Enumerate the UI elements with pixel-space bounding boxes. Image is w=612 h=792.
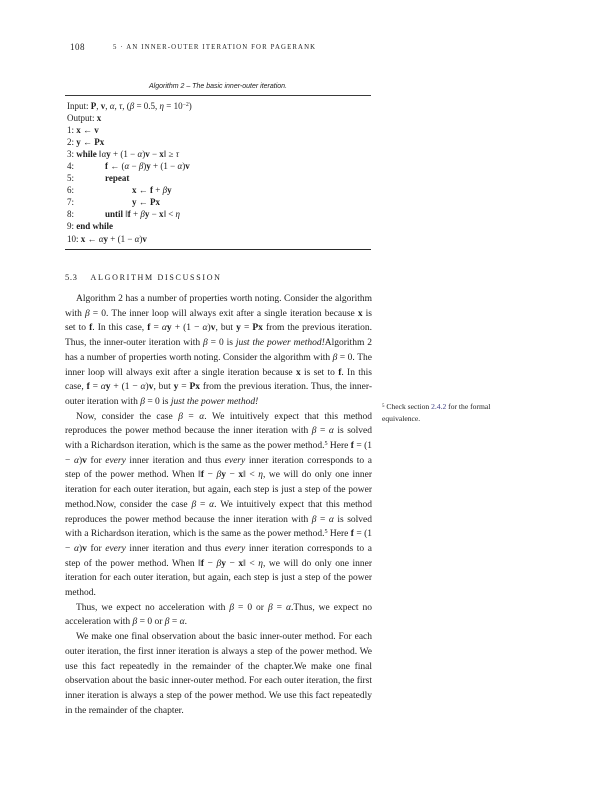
text-run: α	[109, 100, 115, 111]
text-run: Px	[252, 323, 263, 334]
text-run: inner iteration corresponds to a step of the power method. When	[65, 455, 373, 481]
text-run: + (1 −	[110, 148, 138, 159]
text-run: y	[76, 136, 81, 147]
text-run: + (1 −	[150, 160, 178, 171]
text-run: x	[357, 308, 363, 319]
algorithm-box	[65, 95, 371, 250]
text-run: =	[150, 323, 162, 334]
text-run: end while	[76, 221, 114, 232]
text-run: −2	[182, 101, 189, 108]
text-run: β	[164, 617, 170, 628]
algorithm-line-content	[67, 101, 192, 111]
text-run: , we will do only one inner iteration for each outer iteration, but again, each step is just a step of the power method.	[65, 558, 373, 599]
text-run: f	[147, 323, 151, 334]
text-run: = (1 −	[65, 441, 372, 466]
text-run: = 0 is	[144, 396, 171, 407]
text-run: α	[73, 455, 79, 466]
text-run: ,	[96, 100, 101, 111]
algorithm-line	[65, 208, 371, 220]
text-run: ‖	[99, 148, 102, 159]
text-run: η	[159, 100, 164, 111]
text-run: β	[178, 411, 183, 422]
text-run: x	[96, 112, 102, 123]
text-run: α	[73, 543, 79, 554]
text-run: We make one final observation about the basic inner-outer method. For each outer iteration, the first inner iteration is always a step of the power method. We use this fact repeatedly in the remainder of the chapter.	[65, 661, 372, 716]
text-run: =	[196, 499, 210, 510]
text-run: =	[89, 382, 101, 393]
text-run: We make one final observation about the basic inner-outer method. For each outer iteration, the first inner iteration is always a step of the power method. We use this fact repeatedly in the remainder of the chapter.	[65, 632, 372, 672]
paragraph	[65, 292, 372, 410]
text-run: ←	[80, 136, 95, 147]
text-run: v	[142, 233, 147, 244]
text-run: τ	[118, 100, 123, 111]
text-run: Thus, we expect no acceleration with	[76, 602, 230, 613]
section-heading	[65, 272, 385, 282]
body-text	[65, 292, 372, 718]
text-run: is solved with a Richardson iteration, which is the same as the power method.	[65, 426, 373, 452]
text-run: v	[210, 323, 216, 334]
text-run: ‖	[198, 470, 201, 481]
text-run: + (1 −	[171, 323, 203, 334]
text-run: ←	[80, 124, 95, 135]
text-run: =	[178, 382, 190, 393]
text-run: Output:	[67, 112, 97, 123]
text-run: ,	[105, 100, 110, 111]
text-run: =	[272, 602, 286, 613]
text-run: , but	[215, 323, 237, 334]
text-run: Input:	[67, 100, 91, 111]
text-run: α	[202, 323, 208, 334]
text-run: ‖ <	[163, 209, 176, 220]
text-run: Px	[189, 382, 201, 393]
text-run: α	[100, 382, 106, 393]
text-run: . We intuitively expect that this method reproduces the power method because the inner iteration with	[65, 411, 373, 437]
text-run: f	[200, 470, 205, 481]
algorithm-line	[65, 148, 371, 160]
text-run: for the formal equivalence.	[382, 402, 491, 424]
algorithm-line-number: 6:	[67, 185, 75, 196]
text-run: α	[209, 499, 215, 510]
text-run: 5	[324, 529, 328, 536]
text-run: x	[158, 209, 164, 220]
text-run: for	[86, 455, 106, 466]
text-run: Here	[327, 529, 351, 540]
text-run: = 0.5,	[134, 100, 160, 111]
paragraph	[65, 410, 372, 601]
text-run: ←	[136, 185, 150, 196]
text-run: y	[167, 185, 172, 196]
text-run: .	[290, 602, 294, 613]
text-run: =	[169, 617, 180, 628]
text-run: ‖	[198, 558, 201, 569]
text-run: β	[162, 185, 168, 196]
text-run: )	[139, 233, 143, 244]
text-run: Now, consider the case	[95, 499, 192, 510]
text-run: f	[150, 185, 153, 196]
text-run: from the previous iteration. Thus, the inner-outer iteration with	[65, 382, 373, 407]
text-run: = 0. The inner loop will always exit after a single iteration because	[65, 352, 372, 378]
text-run: Here	[327, 441, 351, 452]
text-run: y	[236, 323, 241, 334]
text-run: y	[221, 470, 226, 481]
text-run: β	[229, 602, 235, 613]
text-run: x	[159, 148, 164, 159]
text-run: α	[285, 602, 291, 613]
text-run: f	[89, 323, 93, 334]
text-run: ‖ ≥	[163, 148, 176, 159]
section-title: ALGORITHM DISCUSSION	[90, 273, 222, 282]
text-run: β	[129, 100, 135, 111]
algorithm-line	[65, 184, 371, 196]
text-run: every	[105, 455, 126, 466]
algorithm-line-content	[76, 221, 113, 231]
text-run: y	[173, 382, 179, 393]
algorithm-line-content	[67, 113, 101, 123]
text-run: P	[90, 100, 97, 111]
text-run: v	[94, 124, 99, 135]
text-run: β	[311, 426, 317, 437]
text-run: . In this case,	[92, 323, 148, 334]
algorithm-line-number: 2:	[67, 136, 77, 147]
text-run: + (1 −	[110, 382, 141, 393]
text-run: f	[338, 367, 342, 378]
text-run: −	[149, 148, 160, 159]
text-run: inner iteration corresponds to a step of the power method. When	[65, 543, 373, 569]
algorithm-caption: Algorithm 2 – The basic inner-outer iteration.	[149, 83, 287, 90]
text-run: v	[82, 543, 87, 554]
text-run: from the previous iteration. Thus, the inner-outer iteration with	[65, 323, 372, 349]
algorithm-line-number: 1:	[67, 124, 77, 135]
page-header	[0, 42, 612, 56]
text-run: f	[200, 558, 205, 569]
text-run: y	[106, 148, 111, 159]
algorithm-line-content	[105, 172, 129, 184]
text-run: x	[238, 470, 244, 481]
text-run: inner iteration and thus	[125, 543, 225, 554]
text-run: =	[316, 514, 329, 525]
text-run: every	[224, 543, 246, 554]
text-run: is set to	[65, 308, 373, 334]
text-run: y	[132, 197, 137, 208]
text-run: β	[267, 602, 273, 613]
sidenote	[382, 401, 512, 426]
text-run: , we will do only one inner iteration for each outer iteration, but again, each step is just a step of the power method.	[65, 470, 373, 510]
text-run: x	[132, 185, 137, 196]
text-run: Algorithm 2 has a number of properties worth noting. Consider the algorithm with	[65, 294, 372, 319]
text-run: + (1 −	[108, 233, 135, 244]
text-run: η	[258, 558, 263, 569]
paragraph	[65, 601, 372, 630]
text-run: ← (	[108, 160, 125, 171]
algorithm-line	[65, 220, 371, 232]
text-run: y	[146, 160, 151, 171]
text-run: every	[224, 455, 246, 466]
text-run: α	[199, 411, 205, 422]
text-run: . In this case,	[65, 367, 373, 393]
algorithm-line-number: 3:	[67, 148, 77, 159]
text-run: )	[207, 323, 211, 334]
algorithm-line	[65, 112, 371, 124]
text-run: inner iteration and thus	[125, 455, 225, 466]
algorithm-line-content	[76, 137, 104, 147]
text-run: η	[175, 209, 181, 220]
text-run: Algorithm 2 has a number of properties worth noting. Consider the algorithm with	[65, 338, 372, 363]
text-run: β	[191, 499, 197, 510]
text-run: η	[258, 470, 263, 481]
text-run: x	[76, 124, 81, 135]
text-run: v	[100, 100, 106, 111]
text-run: f	[105, 160, 108, 171]
text-run: α	[328, 426, 334, 437]
text-run: )	[182, 160, 186, 171]
text-run: ‖	[125, 209, 128, 220]
text-run: Px	[94, 136, 105, 147]
algorithm-line	[65, 172, 371, 184]
text-run: Check section	[384, 402, 432, 411]
text-run: )	[143, 160, 147, 171]
text-run: )	[188, 100, 192, 111]
text-run: x	[295, 367, 301, 378]
text-run: α	[179, 617, 185, 628]
algorithm-line	[65, 100, 371, 112]
algorithm-line-content	[76, 149, 179, 159]
text-run: −	[225, 470, 239, 481]
text-run: Now, consider the case	[76, 411, 179, 422]
text-run: , but	[153, 382, 174, 393]
text-run: )	[78, 543, 83, 554]
text-run: is solved with a Richardson iteration, which is the same as the power method.	[65, 514, 373, 540]
text-run: repeat	[105, 173, 130, 184]
text-run: )	[78, 455, 83, 466]
algorithm-line	[65, 124, 371, 136]
text-run: −	[225, 558, 239, 569]
page-number: 108	[70, 42, 85, 52]
text-run: v	[82, 455, 87, 466]
text-run: f	[86, 382, 90, 393]
algorithm-line	[65, 160, 371, 172]
text-run: Px	[150, 197, 160, 208]
text-run: Thus, we expect no acceleration with	[65, 602, 372, 628]
text-run: α	[124, 160, 130, 171]
text-run: y	[221, 558, 226, 569]
algorithm-line	[65, 136, 371, 148]
running-head: 5 · AN INNER-OUTER ITERATION FOR PAGERANK	[113, 44, 317, 51]
text-run: , (	[122, 100, 130, 111]
text-run: v	[145, 148, 150, 159]
text-run: β	[332, 352, 338, 363]
text-run: 5	[324, 441, 328, 448]
text-run: β	[84, 308, 90, 319]
text-run: every	[105, 543, 126, 554]
text-run: x	[80, 233, 86, 244]
text-run: β	[216, 558, 222, 569]
algorithm-line-number: 5:	[67, 173, 75, 184]
text-run: τ	[175, 148, 179, 159]
algorithm-line	[65, 196, 371, 208]
text-run: f	[127, 209, 131, 220]
text-run: β	[216, 470, 222, 481]
section-number: 5.3	[65, 272, 78, 282]
text-run: −	[149, 209, 159, 220]
text-run: = 0 or	[234, 602, 268, 613]
algorithm-line-number: 4:	[67, 160, 75, 171]
text-run: ,	[114, 100, 119, 111]
text-run: f	[350, 529, 354, 540]
text-run: β	[140, 209, 145, 220]
algorithm-line-content	[132, 184, 172, 196]
algorithm-line-content	[81, 234, 147, 244]
paragraph	[65, 630, 372, 718]
text-run: = 10	[164, 100, 183, 111]
text-run: is set to	[300, 367, 339, 378]
text-run: β	[203, 338, 208, 349]
text-run: ←	[136, 197, 150, 208]
text-run: α	[328, 514, 334, 525]
text-run: +	[130, 209, 141, 220]
text-run: ‖ <	[243, 558, 259, 569]
text-run: 5	[382, 403, 385, 409]
algorithm-line-number: 7:	[67, 197, 75, 208]
algorithm-line-content	[132, 196, 160, 208]
text-run: = 0 or	[137, 617, 165, 628]
text-run: y	[144, 209, 150, 220]
text-run: −	[204, 470, 217, 481]
text-run: y	[166, 323, 172, 334]
text-run: β	[132, 617, 138, 628]
text-run: .	[184, 617, 188, 628]
text-run: α	[140, 382, 146, 393]
text-run: for	[86, 543, 106, 554]
text-run: ←	[85, 233, 99, 244]
text-run: v	[148, 382, 154, 393]
text-run: y	[105, 382, 111, 393]
text-run: just the power method!	[235, 338, 325, 349]
text-run: −	[129, 160, 139, 171]
algorithm-line-number: 10:	[67, 233, 81, 244]
text-run: +	[153, 185, 163, 196]
cross-reference-link[interactable]: 2.4.2	[431, 402, 447, 411]
text-run: α	[98, 233, 104, 244]
text-run: β	[140, 396, 145, 407]
text-run: = 0. The inner loop will always exit after a single iteration because	[89, 308, 358, 319]
text-run: α	[177, 160, 183, 171]
text-run: while	[76, 148, 100, 159]
algorithm-line-number: 8:	[67, 209, 75, 220]
text-run: v	[185, 160, 190, 171]
text-run: β	[138, 160, 144, 171]
text-run: ‖ <	[243, 470, 259, 481]
text-run: = 0 is	[207, 338, 236, 349]
algorithm-line-content	[76, 125, 99, 135]
algorithm-line-content	[105, 160, 190, 172]
text-run: )	[142, 148, 146, 159]
text-run: until	[105, 209, 126, 220]
text-run: =	[182, 411, 200, 422]
text-run: α	[137, 148, 143, 159]
algorithm-line-number: 9:	[67, 221, 77, 232]
text-run: . We intuitively expect that this method reproduces the power method because the inner iteration with	[65, 499, 373, 525]
text-run: x	[238, 558, 244, 569]
text-run: =	[240, 323, 253, 334]
text-run: α	[101, 148, 107, 159]
text-run: α	[134, 233, 140, 244]
text-run: f	[350, 441, 354, 452]
text-run: y	[103, 233, 108, 244]
text-run: α	[161, 323, 167, 334]
algorithm-line	[65, 233, 371, 245]
text-run: =	[316, 426, 329, 437]
algorithm-line-content	[105, 208, 180, 220]
text-run: = (1 −	[65, 529, 372, 554]
text-run: −	[204, 558, 217, 569]
text-run: )	[145, 382, 149, 393]
text-run: just the power method!	[170, 396, 259, 407]
text-run: β	[311, 514, 317, 525]
